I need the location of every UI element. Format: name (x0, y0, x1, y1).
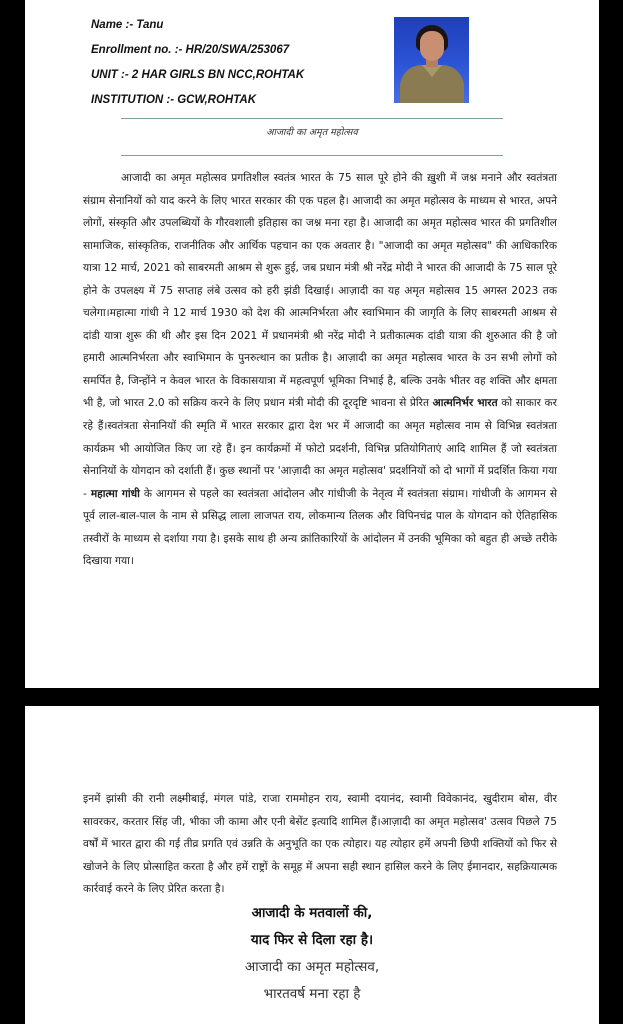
essay-bold-atmanirbhar: आत्मनिर्भर भारत (432, 397, 498, 410)
essay-text-part-3: के आगमन से पहले का स्वतंत्रता आंदोलन और गांधीजी के नेतृत्व में स्वतंत्रता संग्राम। गांधीजी के आगमन से पूर्व लाल-बाल-पाल के नाम से प्रसिद्ध लाला लाजपत राय, लोकमान्य तिलक और विपिनचंद्र पाल के योगदान को ऐतिहासिक तस्वीरों के माध्यम से दर्शाया गया है। इसके साथ ही अन्य क्रांतिकारियों के आंदोलन में उनकी भूमिका को बहुत ही अच्छे तरीके दिखाया गया। (83, 487, 557, 568)
student-name: Name :- Tanu (91, 19, 164, 31)
essay-paragraph-1 (83, 167, 557, 573)
essay-text-part-2: को साकार कर रहे हैं।स्वतंत्रता सेनानियों की स्मृति में भारत सरकार द्वारा देश भर में आजादी का अमृत महोत्सव नाम से विभिन्न स्वतंत्रता कार्यक्रम भी आयोजित किए जा रहे हैं। इन कार्यक्रमों में फोटो प्रदर्शनी, विभिन्न प्रतियोगिताएं आदि शामिल हैं जो स्वतंत्रता सेनानियों के योगदान को दर्शाती हैं। कुछ स्थानों पर 'आज़ादी का अमृत महोत्सव' प्रदर्शनियों को दो भागों में प्रदर्शित किया गया - (83, 397, 557, 500)
document-page-1 (25, 0, 599, 688)
student-photo (394, 17, 469, 103)
title-rule-top (121, 118, 503, 119)
institution-name: INSTITUTION :- GCW,ROHTAK (91, 94, 257, 106)
student-info (91, 13, 304, 113)
document-title: आजादी का अमृत महोत्सव (266, 127, 358, 138)
essay-paragraph-2: इनमें झांसी की रानी लक्ष्मीबाई, मंगल पांडे, राजा राममोहन राय, स्वामी दयानंद, स्वामी विवेकानंद, खुदीराम बोस, वीर सावरकर, करतार सिंह जी, भीका जी कामा और एनी बेसेंट इत्यादि शामिल हैं।आज़ादी का अमृत महोत्सव' उत्सव पिछले 75 वर्षों में भारत द्वारा की गई तीव्र प्रगति एवं उन्नति के अनुभूति का एक त्योहार। यह त्योहार हमें अपनी छिपी शक्तियों को फिर से खोजने के लिए प्रोत्साहित करता है और हमें राष्ट्रों के समूह में अपना सही स्थान हासिल करने के लिए ईमानदार, सहक्रियात्मक कार्रवाई करने के लिए प्रेरित करता है। (83, 793, 557, 896)
poem-line-3: आजादी का अमृत महोत्सव, (244, 959, 380, 975)
poem-line-4: भारतवर्ष मना रहा है (263, 986, 361, 1002)
essay-text-part-1: आजादी का अमृत महोत्सव प्रगतिशील स्वतंत्र भारत के 75 साल पूरे होने की ख़ुशी में जश्न मनाने और स्वतंत्रता संग्राम सेनानियों को याद करने के लिए भारत सरकार की एक पहल है। आजादी का अमृत महोत्सव के माध्यम से भारत, अपने लोगों, संस्कृति और उपलब्धियों के गौरवशाली इतिहास का जश्न मना रहा है। आजादी का अमृत महोत्सव भारत की प्रगतिशील सामाजिक, सांस्कृतिक, राजनीतिक और आर्थिक पहचान का एक अवतार है। "आजादी का अमृत महोत्सव" की आधिकारिक यात्रा 12 मार्च, 2021 को साबरमती आश्रम से शुरू हुई, जब प्रधान मंत्री श्री नरेंद्र मोदी ने भारत की आजादी के 75 साल पूरे होने के उपलक्ष्य में 75 सप्ताह लंबे उत्सव को हरी झंडी दिखाई। आज़ादी का यह अमृत महोत्सव 15 अगस्त 2023 तक चलेगा।महात्मा गांधी ने 12 मार्च 1930 को देश की आत्मनिर्भरता और स्वाभिमान की जागृति के लिए साबरमती आश्रम से दांडी यात्रा शुरू की थी और इस दिन 2021 में प्रधानमंत्री श्री नरेंद्र मोदी ने प्रतीकात्मक दांडी यात्रा की शुरुआत की है जो हमारी आत्मनिर्भरता और स्वाभिमान के पुनरुत्थान का प्रतीक है। आज़ादी का अमृत महोत्सव भारत के उन सभी लोगों को समर्पित है, जिन्होंने न केवल भारत के विकासयात्रा में महत्वपूर्ण भूमिका निभाई है, बल्कि उनके भीतर वह शक्ति और क्षमता भी है, जो भारत 2.0 को सक्रिय करने के लिए प्रधान मंत्री मोदी की दूरदृष्टि भावना से प्रेरित (83, 172, 557, 410)
enrollment-number: Enrollment no. :- HR/20/SWA/253067 (91, 44, 290, 56)
document-page-2 (25, 706, 599, 1024)
poem-line-2: याद फिर से दिला रहा है। (250, 932, 374, 948)
poem-line-1: आजादी के मतवालों की, (251, 905, 373, 921)
essay-bold-gandhi: महात्मा गांधी (90, 487, 140, 500)
unit-name: UNIT :- 2 HAR GIRLS BN NCC,ROHTAK (91, 69, 305, 81)
poem (25, 900, 599, 1008)
title-rule-bottom (121, 155, 503, 156)
